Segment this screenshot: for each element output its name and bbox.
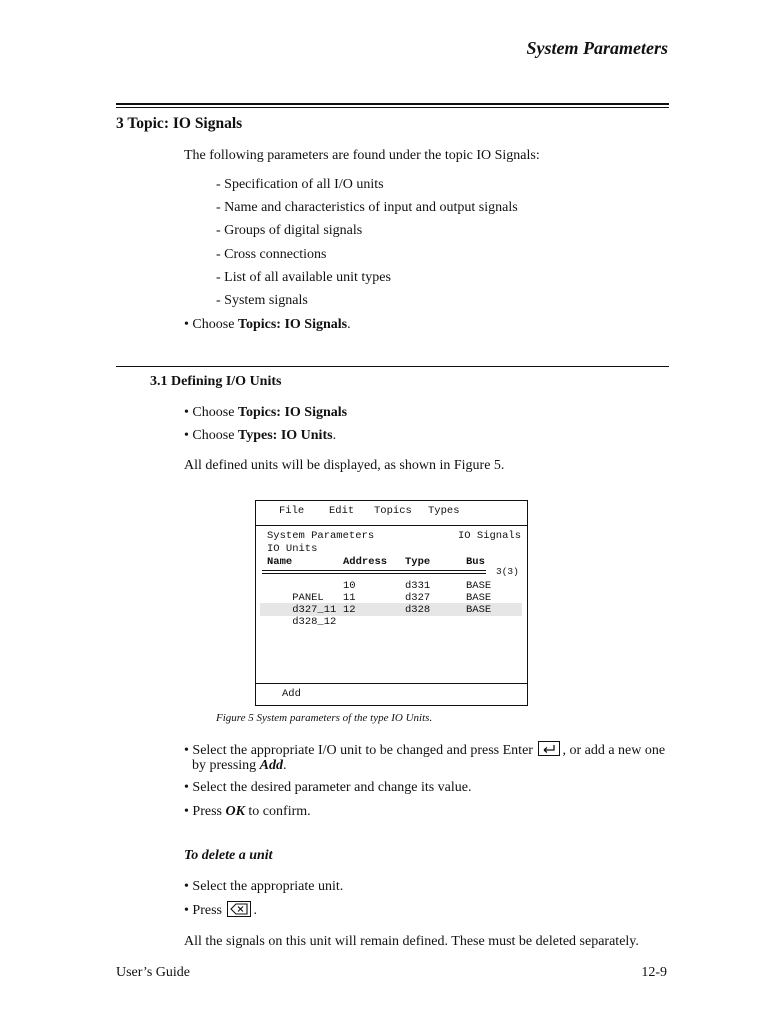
delete-step-press: • Press . [184,903,257,918]
header-rule-thin [116,107,669,108]
delete-step-select: • Select the appropriate unit. [184,879,344,894]
function-key-separator [256,683,527,684]
list-item: - Groups of digital signals [216,223,363,239]
window-topic: IO Signals [458,530,522,542]
window-menubar [256,501,527,526]
menu-types[interactable]: Types [428,505,460,517]
menu-topics[interactable]: Topics [374,505,412,517]
table-row-selected[interactable]: d328_12 [292,616,337,628]
section-3-heading: 3 Topic: IO Signals [116,115,243,132]
list-item: - System signals [216,292,308,308]
add-button[interactable]: Add [282,688,301,700]
section-divider [116,366,669,367]
header-separator [262,573,486,574]
table-cell: 11 [343,592,356,604]
column-header-type: Type [405,556,431,568]
select-parameter-instruction: • Select the desired parameter and change its value. [184,780,472,795]
enter-key-icon [538,741,560,756]
section-31-heading: 3.1 Defining I/O Units [150,374,282,389]
table-cell: BASE [466,604,492,616]
topics-io-signals-label: Topics: IO Signals [237,317,348,332]
section-3-intro: The following parameters are found under the topic IO Signals: [184,148,540,163]
parameter-list [216,176,518,315]
select-unit-instruction-cont: by pressing Add. [192,758,287,773]
delete-note: All the signals on this unit will remain defined. These must be deleted separately. [184,934,639,949]
choose-topic-instruction: • Choose Topics: IO Signals. [184,317,351,332]
table-cell: d327 [405,592,431,604]
window-subtitle: IO Units [267,543,318,555]
step-choose-topics: • Choose Topics: IO Signals [184,405,348,420]
ok-label: OK [225,804,245,819]
menu-edit[interactable]: Edit [329,505,355,517]
table-cell: d331 [405,580,431,592]
header-separator [262,570,486,571]
header-rule-thick [116,103,669,105]
table-cell: BASE [466,580,492,592]
list-item: - Cross connections [216,246,327,262]
select-unit-instruction: • Select the appropriate I/O unit to be changed and press Enter , or add a new one [184,743,666,758]
table-row[interactable]: PANEL [292,592,324,604]
step-choose-types: • Choose Types: IO Units. [184,428,337,443]
window-title: System Parameters [267,530,375,542]
page-number: 12-9 [641,965,667,980]
table-cell: BASE [466,592,492,604]
list-item: - Specification of all I/O units [216,177,384,192]
page-header-title: System Parameters [526,38,668,58]
footer-guide-title: User’s Guide [116,965,191,980]
item-count: 3(3) [496,566,519,577]
delete-key-icon [227,901,251,917]
list-item: - List of all available unit types [216,269,391,285]
column-header-bus: Bus [466,556,485,568]
io-units-window [255,500,528,706]
delete-unit-heading: To delete a unit [184,848,273,863]
menu-file[interactable]: File [279,505,305,517]
press-ok-instruction: • Press OK to confirm. [184,804,311,819]
column-header-address: Address [343,556,388,568]
table-cell: 12 [343,604,356,616]
figure-caption: Figure 5 System parameters of the type IO Units. [216,712,433,724]
table-cell: d328 [405,604,431,616]
list-item: - Name and characteristics of input and output signals [216,200,518,216]
table-cell: 10 [343,580,356,592]
column-header-name: Name [267,556,293,568]
add-label: Add [259,758,284,773]
units-displayed-text: All defined units will be displayed, as shown in Figure 5. [184,458,505,473]
table-row[interactable]: d327_11 [292,604,337,616]
